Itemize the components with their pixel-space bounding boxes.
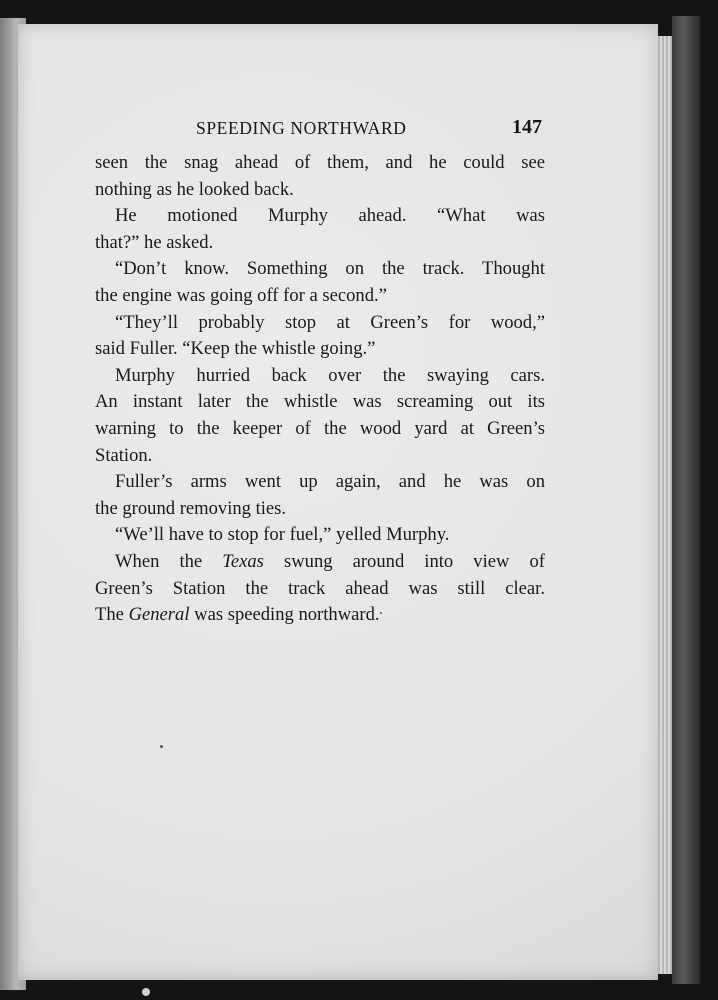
text-line: nothing as he looked back. — [95, 178, 294, 200]
text-line: warning to the keeper of the wood yard at Green’s — [95, 417, 545, 439]
paper-speck — [380, 612, 382, 614]
text-line: “We’ll have to stop for fuel,” yelled Murphy. — [115, 524, 450, 546]
text-line: said Fuller. “Keep the whistle going.” — [95, 338, 376, 360]
italic-train-name: General — [128, 604, 190, 626]
text-line: An instant later the whistle was screaming out its — [95, 391, 545, 413]
page-header — [0, 118, 718, 140]
text-segment: The — [95, 604, 129, 626]
text-line: the engine was going off for a second.” — [95, 284, 387, 306]
page-number: 147 — [512, 116, 542, 138]
text-line: Green’s Station the track ahead was still clear. — [95, 577, 545, 599]
text-line: He motioned Murphy ahead. “What was — [115, 205, 545, 227]
text-line: “Don’t know. Something on the track. Thought — [115, 258, 545, 280]
text-line: that?” he asked. — [95, 231, 214, 253]
running-head: SPEEDING NORTHWARD — [196, 118, 407, 138]
text-line: the ground removing ties. — [95, 497, 287, 519]
book-cover-edge — [672, 16, 700, 984]
text-line: Station. — [95, 444, 153, 466]
text-line: Fuller’s arms went up again, and he was on — [115, 471, 545, 493]
text-segment: swung around into view of — [263, 550, 545, 572]
text-line: “They’ll probably stop at Green’s for wood,” — [115, 311, 545, 333]
text-line — [95, 549, 545, 576]
text-line: seen the snag ahead of them, and he could see — [95, 152, 545, 173]
scan-artifact — [142, 988, 150, 996]
text-segment: When the — [115, 550, 223, 572]
text-line — [95, 602, 545, 629]
text-segment: was speeding northward. — [189, 604, 380, 626]
body-text — [95, 150, 545, 629]
italic-train-name: Texas — [222, 550, 264, 572]
text-line: Murphy hurried back over the swaying cars. — [115, 364, 545, 386]
paper-speck — [160, 745, 163, 748]
